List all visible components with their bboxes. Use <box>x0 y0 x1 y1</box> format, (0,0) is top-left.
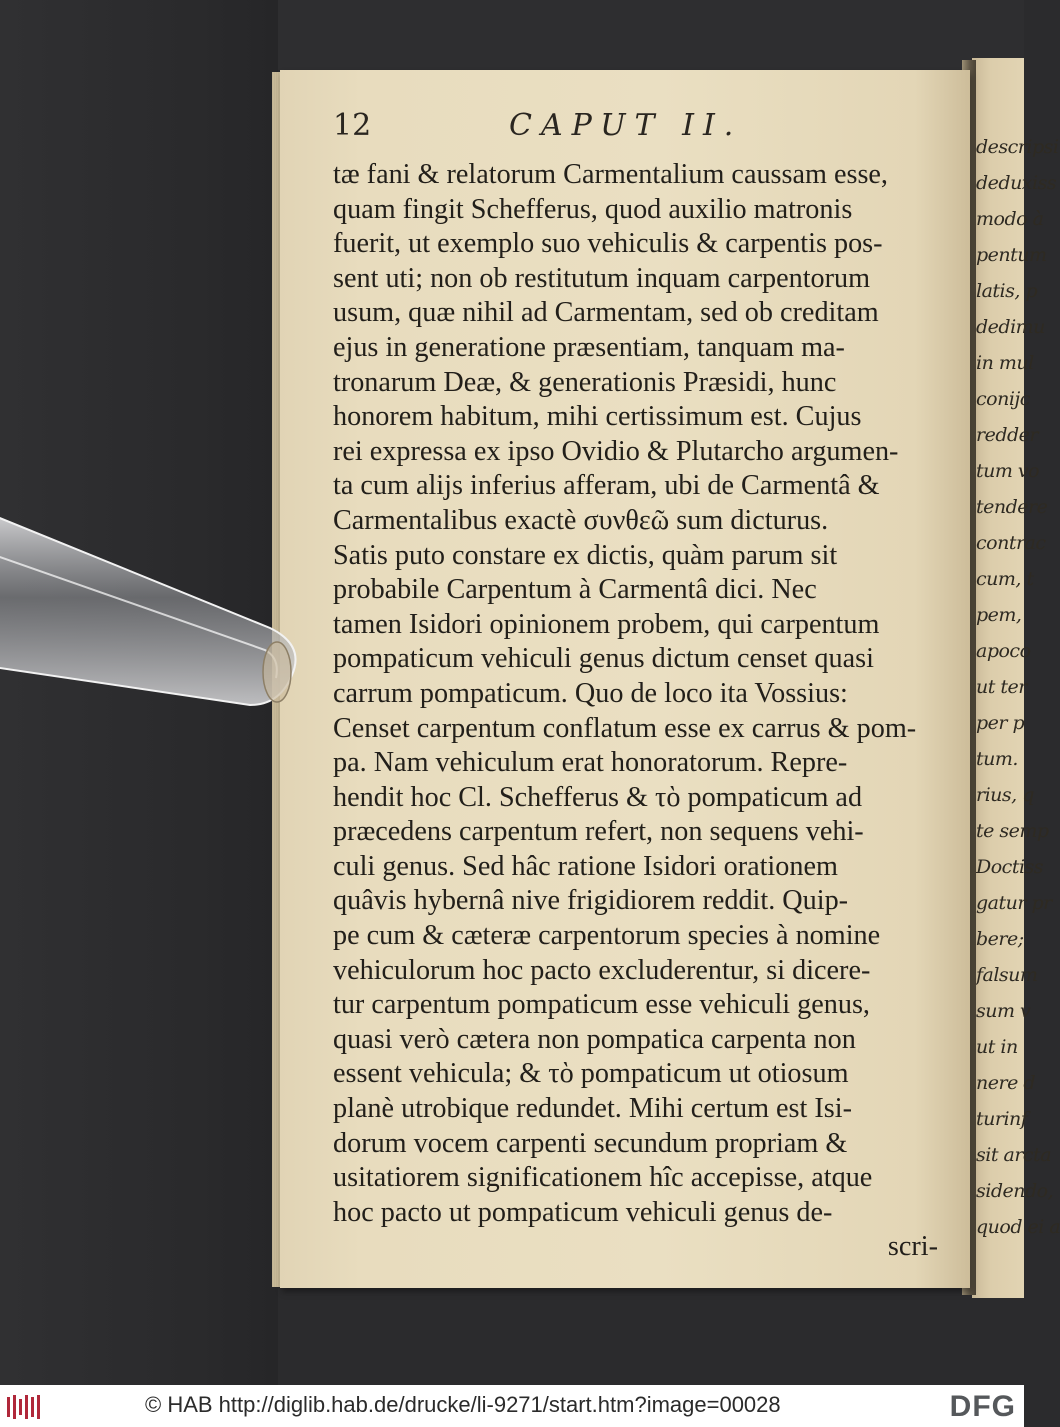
facing-page-fragment: apoco <box>976 640 1031 662</box>
facing-page-fragment: modo à <box>976 208 1044 230</box>
text-line: tæ fani & relatorum Carmentalium caussam esse, <box>333 159 888 190</box>
text-line: culi genus. Sed hâc ratione Isidori orationem <box>333 850 838 882</box>
text-line: præcedens carpentum refert, non sequens vehi- <box>333 816 864 848</box>
text-line: usum, quæ nihil ad Carmentam, sed ob creditam <box>333 297 879 329</box>
facing-page <box>972 58 1060 1298</box>
facing-page-fragment: in mul <box>976 352 1034 374</box>
text-line: tur carpentum pompaticum esse vehiculi genus, <box>333 989 870 1021</box>
facing-page-fragment: pem, <box>976 604 1022 626</box>
page-number: 12 <box>333 108 372 143</box>
facing-page-fragment: contrac <box>976 532 1046 554</box>
facing-page-fragment: conijc <box>976 388 1030 410</box>
facing-page-fragment: tendere <box>976 496 1048 518</box>
facing-page-fragment: bere; <box>976 928 1024 950</box>
facing-page-fragment: falsum <box>976 964 1038 986</box>
text-line: honorem habitum, mihi certissimum est. Cujus <box>333 401 862 433</box>
text-line: planè utrobique redundet. Mihi certum est Isi- <box>333 1093 852 1125</box>
page-body-text <box>333 158 938 1265</box>
text-line: essent vehicula; & τὸ pompaticum ut otiosum <box>333 1058 849 1090</box>
facing-page-fragment: rius, q <box>976 784 1034 806</box>
page-header <box>333 108 933 158</box>
text-line: Carmentalibus exactè συνθεῶ sum dicturus. <box>333 504 829 536</box>
text-line: hendit hoc Cl. Schefferus & τὸ pompaticum ad <box>333 781 863 813</box>
text-line: quam fingit Schefferus, quod auxilio matronis <box>333 193 853 225</box>
text-line: probabile Carpentum à Carmentâ dici. Nec <box>333 574 817 606</box>
text-line: quâvis hybernâ nive frigidiorem reddit. Quip- <box>333 885 849 917</box>
text-line: sent uti; non ob restitutum inquam carpentorum <box>333 262 871 294</box>
text-line: fuerit, ut exemplo suo vehiculis & carpentis pos- <box>333 228 883 260</box>
facing-page-fragment: tum. <box>976 748 1018 770</box>
facing-page-fragment: turinf <box>976 1108 1028 1130</box>
text-line: pompaticum vehiculi genus dictum censet quasi <box>333 643 874 675</box>
facing-page-fragment: redder <box>976 424 1038 446</box>
text-line: dorum vocem carpenti secundum propriam & <box>333 1127 848 1159</box>
text-line: tronarum Deæ, & generationis Præsidi, hunc <box>333 366 837 398</box>
facing-page-fragment: per p <box>976 712 1025 734</box>
facing-page-fragment: descripsi <box>976 136 1059 158</box>
text-line: Satis puto constare ex dictis, quàm parum sit <box>333 539 838 571</box>
facing-page-fragment: dedimu <box>976 316 1045 338</box>
facing-page-fragment: pentum <box>976 244 1047 266</box>
facing-page-fragment: tum vo <box>976 460 1040 482</box>
catchword: scri- <box>887 1231 938 1263</box>
facing-page-fragment: nere d <box>976 1072 1036 1094</box>
running-head: CAPUT II. <box>509 108 743 143</box>
text-line: pa. Nam vehiculum erat honoratorum. Repre- <box>333 747 848 779</box>
copyright-link[interactable]: © HAB http://diglib.hab.de/drucke/li-9271/start.htm?image=00028 <box>145 1392 781 1417</box>
facing-page-fragment: sit arcta <box>976 1144 1052 1166</box>
facing-page-fragment: sum v <box>976 1000 1031 1022</box>
text-line: quasi verò cætera non pompatica carpenta non <box>333 1023 856 1055</box>
text-line: usitatiorem significationem hîc accepisse, atque <box>333 1162 873 1194</box>
text-line: ta cum alijs inferius afferam, ubi de Carmentâ & <box>333 470 880 502</box>
facing-page-fragment: quod ei a <box>976 1216 1060 1238</box>
text-line: hoc pacto ut pompaticum vehiculi genus de- <box>333 1196 833 1228</box>
facing-page-fragment: gatur pr <box>976 892 1052 914</box>
facing-page-fragment: ut in <box>976 1036 1018 1058</box>
facing-page-fragment: cum, t <box>976 568 1034 590</box>
facing-page-fragment: sidendo, <box>976 1180 1054 1202</box>
text-line: Censet carpentum conflatum esse ex carrus & pom- <box>333 712 917 744</box>
dfg-logo: DFG <box>949 1390 1016 1423</box>
scan-background-left <box>0 0 278 1385</box>
text-line: tamen Isidori opinionem probem, qui carpentum <box>333 608 880 640</box>
text-line: vehiculorum hoc pacto excluderentur, si dicere- <box>333 954 871 986</box>
footer-bar <box>0 1385 1024 1427</box>
facing-page-fragment: ut ter <box>976 676 1027 698</box>
facing-page-fragment: latis, p <box>976 280 1038 302</box>
text-line: rei expressa ex ipso Ovidio & Plutarcho argumen- <box>333 435 899 467</box>
facing-page-fragment: Doctiss <box>976 856 1044 878</box>
facing-page-fragment: te semp <box>976 820 1049 842</box>
facing-page-fragment: deduxiss <box>976 172 1057 194</box>
text-line: pe cum & cæteræ carpentorum species à nomine <box>333 920 881 952</box>
text-line: carrum pompaticum. Quo de loco ita Vossius: <box>333 677 848 709</box>
hab-logo-icon <box>6 1393 46 1421</box>
text-line: ejus in generatione præsentiam, tanquam ma- <box>333 331 845 363</box>
